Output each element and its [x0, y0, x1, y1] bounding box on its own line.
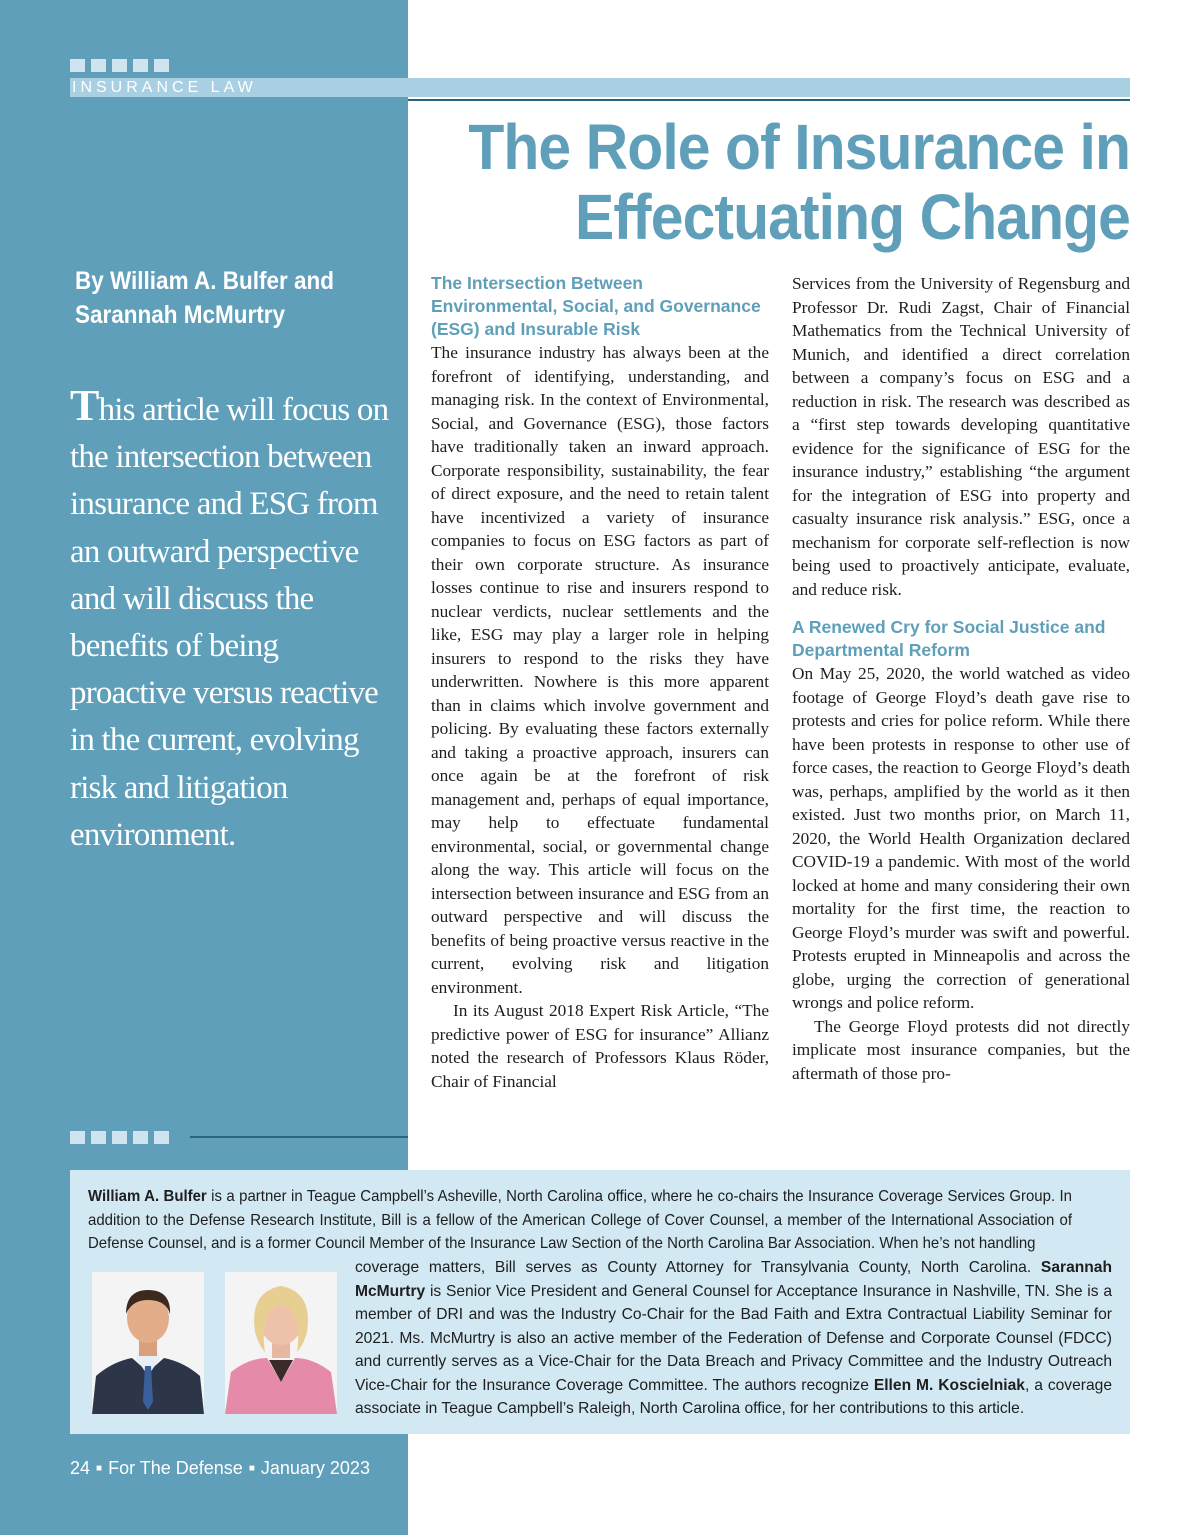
body-paragraph: On May 25, 2020, the world watched as video footage of George Floyd’s death gave rise to protests and cries for police reform. While there have been protests in response to other use of force cases, the reaction to George Floyd’s death was, perhaps, amplified by the world as it then existed. Just two months prior, on March 11, 2020, the World Health Organization declared COVID-19 a pandemic. With most of the world locked at home and many considering their own mortality for the first time, the reaction to George Floyd’s murder was swift and powerful. Protests erupted in Minneapolis and across the globe, urging the correction of generational wrongs and police reform. — [792, 664, 1130, 1012]
issue-date: January 2023 — [260, 1458, 370, 1478]
author-byline — [75, 264, 363, 332]
byline-line-1: By William A. Bulfer and — [75, 267, 335, 295]
body-paragraph: In its August 2018 Expert Risk Article, “The predictive power of ESG for insurance” Allianz noted the research of Professors Klaus Röder, Chair of Financial — [431, 1001, 769, 1091]
subheading-esg: The Intersection Between Environmental, Social, and Governance (ESG) and Insurable Risk — [431, 273, 761, 339]
publication-name: For The Defense — [108, 1458, 243, 1478]
sidebar-bottom-rule — [190, 1136, 408, 1138]
contributor-name-koscielniak: Ellen M. Koscielniak — [873, 1376, 1025, 1394]
body-paragraph: Services from the University of Regensburg and Professor Dr. Rudi Zagst, Chair of Financial Mathematics from the Technical University of Munich, and identified a direct correlation between a company’s focus on ESG and a reduction in risk. The research was described as a “first step towards developing quantitative evidence for the significance of ESG for the insurance industry,” establishing “the argument for the integration of ESG into property and casualty insurance risk analysis.” ESG, once a mechanism for corporate self-reflection is now being used to proactively anticipate, evaluate, and reduce risk. — [792, 274, 1130, 599]
page-footer — [70, 1456, 370, 1481]
bullet-separator: ■ — [96, 1463, 103, 1475]
body-column-2 — [792, 272, 1130, 1085]
title-line-2: Effectuating Change — [575, 181, 1130, 253]
body-paragraph: The George Floyd protests did not directly implicate most insurance companies, but the aftermath of those pro- — [792, 1016, 1130, 1083]
body-column-1 — [431, 272, 769, 1093]
title-line-1: The Role of Insurance in — [468, 111, 1130, 183]
author-bio-intro: William A. Bulfer is a partner in Teague Campbell’s Asheville, North Carolina office, where he co-chairs the Insurance Coverage Services Group. In addition to the Defense Research Institute, Bill is a fellow of the American College of Cover Counsel, a member of the International Association of Defense Counsel, and is a former Council Member of the Insurance Law Section of the North Carolina Bar Association. When he’s not handling — [88, 1188, 1072, 1252]
author-photo-mcmurtry — [225, 1272, 337, 1414]
decorative-squares-bottom — [70, 1131, 169, 1144]
subheading-social-justice: A Renewed Cry for Social Justice and Departmental Reform — [792, 617, 1106, 660]
bullet-separator: ■ — [248, 1463, 255, 1475]
pull-quote — [70, 382, 400, 859]
drop-cap: T — [70, 381, 99, 430]
author-bio-continued: coverage matters, Bill serves as County Attorney for Transylvania County, North Carolina. Sarannah McMurtry is Senior Vice President and General Counsel for Acceptance Insurance in Nashville, TN. She is a member of DRI and was the Industry Co-Chair for the Bad Faith and Extra Contractual Liability Seminar for 2021. Ms. McMurtry is also an active member of the Federation of Defense and Corporate Counsel (FDCC) and currently serves as a Vice-Chair for the Data Breach and Privacy Committee and the Industry Outreach Vice-Chair for the Insurance Coverage Committee. The authors recognize Ellen M. Koscielniak, a coverage associate in Teague Campbell’s Raleigh, North Carolina office, for her contributions to this article. — [355, 1259, 1112, 1417]
page-number: 24 — [70, 1458, 91, 1478]
author-photo-bulfer — [92, 1272, 204, 1414]
pull-quote-text: his article will focus on the intersection between insurance and ESG from an outward perspective and will discuss the benefits of being proactive versus reactive in the current, evolving risk and litigation environment. — [70, 392, 389, 853]
author-name-bulfer: William A. Bulfer — [88, 1188, 207, 1205]
section-divider — [408, 99, 1130, 101]
author-name-mcmurtry: Sarannah McMurtry — [355, 1259, 1112, 1300]
section-label: INSURANCE LAW — [70, 78, 1130, 97]
body-paragraph: The insurance industry has always been at the forefront of identifying, understanding, and managing risk. In the context of Environmental, Social, and Governance (ESG), those factors have traditionally taken an inward approach. Corporate responsibility, sustainability, the fear of direct exposure, and the need to retain talent have incentivized a variety of insurance companies to focus on ESG factors as part of their own corporate structure. As insurance losses continue to rise and insurers respond to nuclear verdicts, nuclear settlements and the like, ESG may play a larger role in helping insurers to respond to the risks they have underwritten. Nowhere is this more apparent than in claims which involve government and policing. By evaluating these factors externally and taking a proactive approach, insurers can once again be at the forefront of risk management and, perhaps of equal importance, may help to effectuate fundamental environmental, social, or governmental change along the way. This article will focus on the intersection between insurance and ESG from an outward perspective and will discuss the benefits of being proactive versus reactive in the current, evolving risk and litigation environment. — [431, 343, 769, 997]
decorative-squares-top — [70, 59, 169, 72]
byline-line-2: Sarannah McMurtry — [75, 301, 286, 329]
article-title — [431, 112, 1130, 252]
